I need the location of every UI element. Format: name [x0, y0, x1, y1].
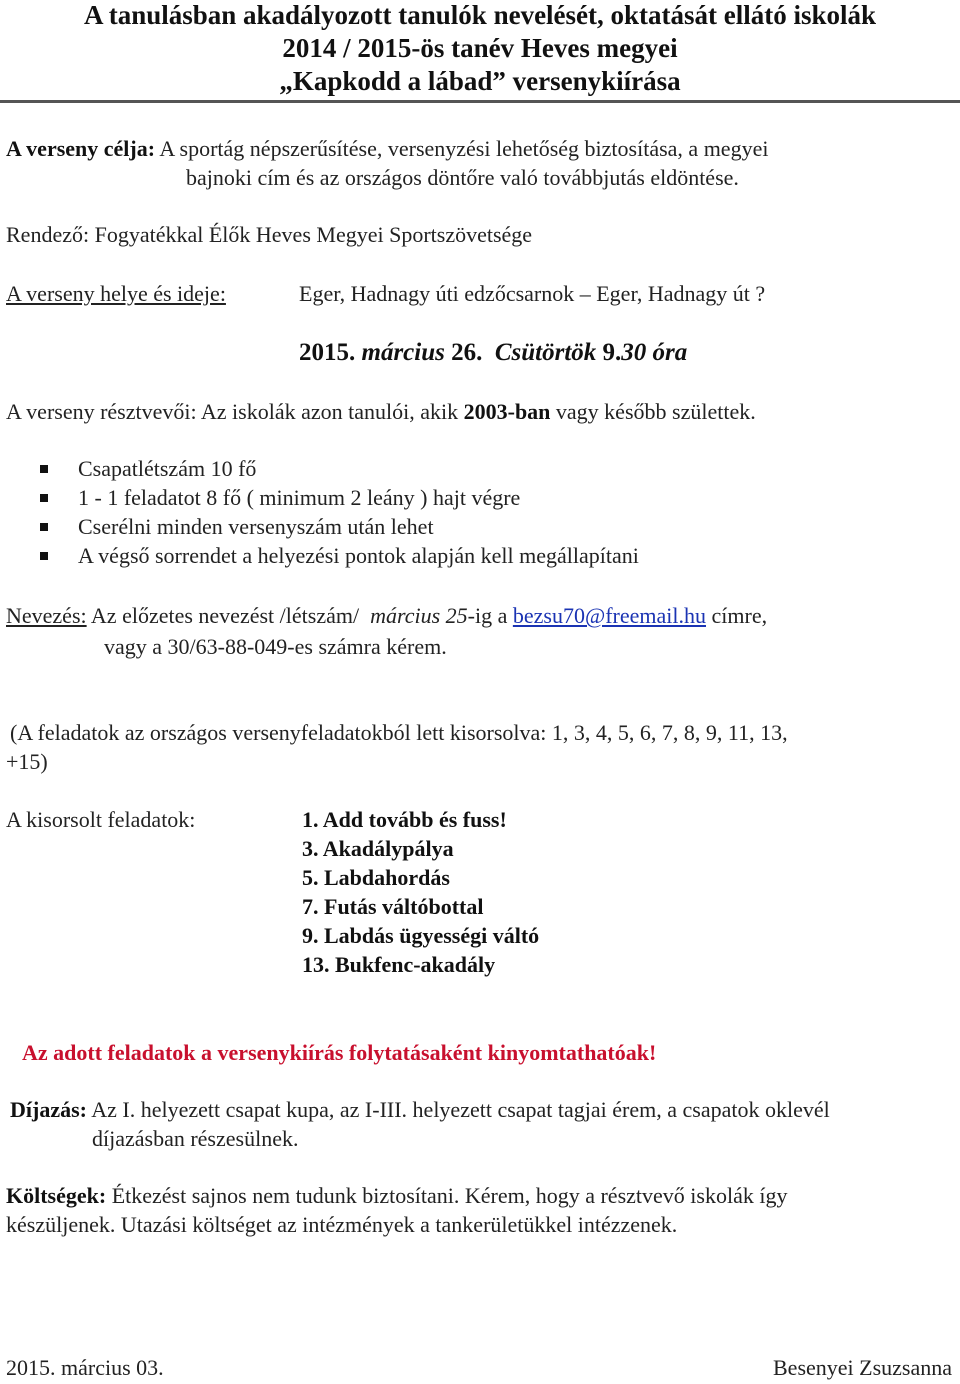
date-year: 2015.: [299, 339, 356, 366]
footer-date: 2015. március 03.: [6, 1355, 164, 1380]
venue-date: [299, 339, 687, 367]
title-line-3: „Kapkodd a lábad” versenykiírása: [279, 66, 681, 96]
print-notice: Az adott feladatok a versenykiírás folytatásaként kinyomtathatóak!: [22, 1040, 657, 1065]
goal-text-1: A sportág népszerűsítése, versenyzési lehetőség biztosítása, a megyei: [159, 136, 769, 161]
participants-line: [6, 399, 756, 425]
draw-note-line-2: +15): [6, 749, 48, 774]
date-day: 26.: [451, 339, 483, 366]
bullet-icon: [40, 465, 48, 473]
participants-text-b: vagy később születtek.: [555, 399, 756, 424]
rule-item: Csapatlétszám 10 fő: [78, 456, 257, 481]
participants-text-a: Az iskolák azon tanulói, akik: [200, 399, 459, 424]
awards-line-1: [10, 1097, 830, 1123]
bullet-icon: [40, 523, 48, 531]
bullet-icon: [40, 494, 48, 502]
bullet-icon: [40, 552, 48, 560]
entry-label: Nevezés:: [6, 603, 87, 628]
task-item: 9. Labdás ügyességi váltó: [302, 923, 540, 948]
goal-label: A verseny célja:: [6, 136, 156, 161]
awards-label: Díjazás:: [10, 1097, 87, 1122]
task-item: 5. Labdahordás: [302, 865, 450, 890]
task-item: 7. Futás váltóbottal: [302, 894, 484, 919]
entry-text-c: címre,: [711, 603, 768, 628]
rule-item: 1 - 1 feladatot 8 fő ( minimum 2 leány ) hajt végre: [78, 485, 521, 510]
date-month: március: [361, 339, 445, 366]
draw-note-line-1: (A feladatok az országos versenyfeladatokból lett kisorsolva: 1, 3, 4, 5, 6, 7, 8, 9, 11, 13,: [10, 720, 788, 745]
task-item: 3. Akadálypálya: [302, 836, 454, 861]
entry-text-a: Az előzetes nevezést /létszám/: [90, 603, 360, 628]
awards-text-2: díjazásban részesülnek.: [92, 1126, 299, 1151]
title-line-1: A tanulásban akadályozott tanulók nevelését, oktatását ellátó iskolák: [83, 0, 877, 30]
title-line-2: 2014 / 2015-ös tanév Heves megyei: [282, 33, 678, 63]
awards-text-1: Az I. helyezett csapat kupa, az I-III. helyezett csapat tagjai érem, a csapatok oklevél: [91, 1097, 830, 1122]
venue-place: Eger, Hadnagy úti edzőcsarnok – Eger, Hadnagy út ?: [299, 281, 766, 306]
participants-label: A verseny résztvevői:: [6, 399, 197, 424]
participants-year: 2003-ban: [463, 399, 551, 424]
organizer-text: Fogyatékkal Élők Heves Megyei Sportszövetsége: [94, 222, 533, 247]
goal-text-2: bajnoki cím és az országos döntőre való továbbjutás eldöntése.: [186, 165, 739, 190]
goal-line-1: [6, 136, 768, 162]
organizer-line: [6, 222, 532, 248]
date-min: 30 óra: [621, 339, 688, 366]
costs-line-1: [6, 1183, 787, 1209]
tasks-label: A kisorsolt feladatok:: [6, 807, 196, 832]
rule-item: Cserélni minden versenyszám után lehet: [78, 514, 434, 539]
costs-text-1: Étkezést sajnos nem tudunk biztosítani. Kérem, hogy a résztvevő iskolák így: [111, 1183, 788, 1208]
date-hour: 9.: [602, 339, 622, 366]
costs-label: Költségek:: [6, 1183, 107, 1208]
venue-label: A verseny helye és ideje:: [6, 281, 226, 306]
task-item: 13. Bukfenc-akadály: [302, 952, 496, 977]
entry-text-b: -ig a: [467, 603, 508, 628]
footer-signature: Besenyei Zsuzsanna: [773, 1355, 952, 1380]
organizer-label: Rendező:: [6, 222, 90, 247]
email-link[interactable]: bezsu70@freemail.hu: [512, 603, 706, 628]
entry-line-1: [6, 603, 767, 629]
date-weekday: Csütörtök: [494, 339, 597, 366]
rule-item: A végső sorrendet a helyezési pontok alapján kell megállapítani: [78, 543, 639, 568]
header-divider: [0, 100, 960, 103]
task-item: 1. Add tovább és fuss!: [302, 807, 507, 832]
costs-text-2: készüljenek. Utazási költséget az intézmények a tankerületükkel intézzenek.: [6, 1212, 678, 1237]
entry-line-2: vagy a 30/63-88-049-es számra kérem.: [104, 634, 447, 659]
entry-date: március 25: [370, 603, 468, 628]
